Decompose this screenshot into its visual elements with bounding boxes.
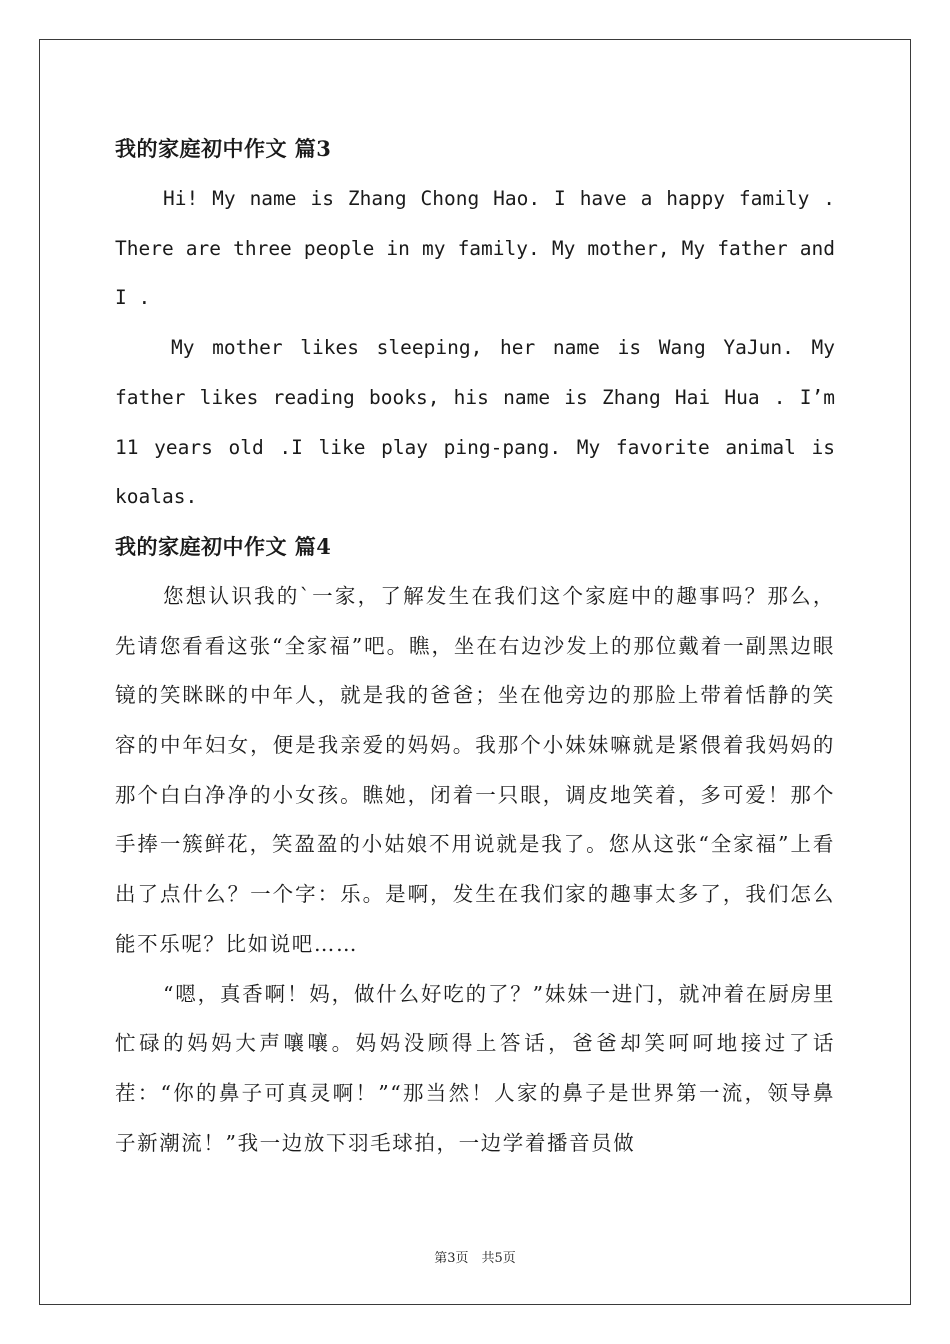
section-heading-3: 我的家庭初中作文 篇3 <box>115 136 332 161</box>
paragraph-3-1: Hi! My name is Zhang Chong Hao. I have a happy family . There are three people in my family. My mother, My father and I . <box>115 187 835 310</box>
page-number-footer: 第3页 共5页 <box>434 1251 516 1266</box>
paragraph-3-2: My mother likes sleeping, her name is Wang YaJun. My father likes reading books, his name is Zhang Hai Hua . I’m 11 years old .I like play ping-pang. My favorite animal is koalas. <box>115 336 835 509</box>
paragraph-4-2: “嗯，真香啊！妈，做什么好吃的了？”妹妹一进门，就冲着在厨房里忙碌的妈妈大声嚷嚷。妈妈没顾得上答话，爸爸却笑呵呵地接过了话茬：“你的鼻子可真灵啊！”“那当然！人家的鼻子是世界第一流，领导鼻子新潮流！”我一边放下羽毛球拍，一边学着播音员做 <box>115 981 835 1155</box>
paragraph-4-1: 您想认识我的`一家，了解发生在我们这个家庭中的趣事吗？那么，先请您看看这张“全家福”吧。瞧，坐在右边沙发上的那位戴着一副黑边眼镜的笑眯眯的中年人，就是我的爸爸；坐在他旁边的那脸上带着恬静的笑容的中年妇女，便是我亲爱的妈妈。我那个小妹妹嘛就是紧偎着我妈妈的那个白白净净的小女孩。瞧她，闭着一只眼，调皮地笑着，多可爱！那个手捧一簇鲜花，笑盈盈的小姑娘不用说就是我了。您从这张“全家福”上看出了点什么？一个字：乐。是啊，发生在我们家的趣事太多了，我们怎么能不乐呢？比如说吧…… <box>115 583 835 956</box>
section-heading-4: 我的家庭初中作文 篇4 <box>115 533 332 559</box>
document-body <box>115 124 835 1168</box>
